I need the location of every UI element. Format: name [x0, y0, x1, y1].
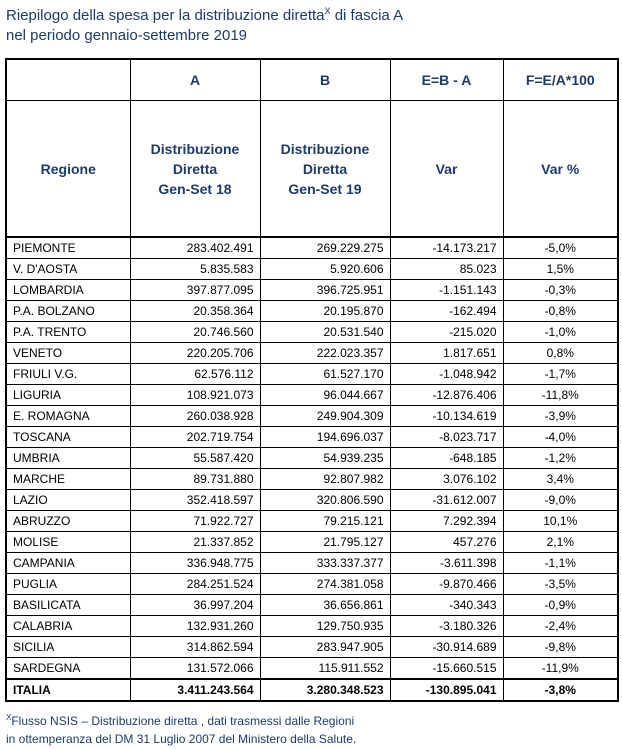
cell-regione: UMBRIA	[6, 448, 130, 469]
footnote-line-1: $^X$Flusso NSIS – Distribuzione diretta , dati trasmessi dalle Regioni	[6, 713, 355, 728]
table-row	[6, 343, 618, 364]
table-row	[6, 511, 618, 532]
cell-regione: FRIULI V.G.	[6, 364, 130, 385]
cell-regione: SARDEGNA	[6, 658, 130, 680]
cell-pct: -3,9%	[503, 406, 618, 427]
cell-pct: 10,1%	[503, 511, 618, 532]
cell-a: 284.251.524	[130, 574, 260, 595]
cell-regione: CALABRIA	[6, 616, 130, 637]
title-line-1: Riepilogo della spesa per la distribuzione diretta$^X$ di fascia A	[6, 6, 404, 24]
cell-a: 108.921.073	[130, 385, 260, 406]
cell-regione: P.A. BOLZANO	[6, 301, 130, 322]
cell-b: 249.904.309	[260, 406, 390, 427]
header-regione: Regione	[6, 101, 130, 238]
letter-b: B	[260, 59, 390, 101]
table-row	[6, 658, 618, 680]
cell-a: 20.358.364	[130, 301, 260, 322]
letter-regione	[6, 59, 130, 101]
cell-var: 85.023	[390, 259, 503, 280]
cell-b: 79.215.121	[260, 511, 390, 532]
cell-b: 283.947.905	[260, 637, 390, 658]
table-row	[6, 616, 618, 637]
cell-a: 89.731.880	[130, 469, 260, 490]
table-row	[6, 385, 618, 406]
cell-b: 194.696.037	[260, 427, 390, 448]
header-varpct: Var %	[503, 101, 618, 238]
page-title	[6, 6, 616, 46]
cell-pct: 2,1%	[503, 532, 618, 553]
cell-pct: 3,4%	[503, 469, 618, 490]
cell-var: 457.276	[390, 532, 503, 553]
total-row	[6, 679, 618, 701]
cell-b: 20.195.870	[260, 301, 390, 322]
cell-pct: 0,8%	[503, 343, 618, 364]
cell-a: 220.205.706	[130, 343, 260, 364]
cell-var: -3.611.398	[390, 553, 503, 574]
cell-b: 274.381.058	[260, 574, 390, 595]
cell-b: 36.656.861	[260, 595, 390, 616]
cell-var: -3.180.326	[390, 616, 503, 637]
cell-var: -215.020	[390, 322, 503, 343]
cell-a: 283.402.491	[130, 237, 260, 259]
cell-a: 21.337.852	[130, 532, 260, 553]
cell-pct: -1,1%	[503, 553, 618, 574]
table-row	[6, 637, 618, 658]
total-regione: ITALIA	[6, 679, 130, 701]
total-a: 3.411.243.564	[130, 679, 260, 701]
cell-a: 336.948.775	[130, 553, 260, 574]
cell-regione: MOLISE	[6, 532, 130, 553]
total-b: 3.280.348.523	[260, 679, 390, 701]
table-row	[6, 448, 618, 469]
cell-pct: -0,8%	[503, 301, 618, 322]
cell-a: 55.587.420	[130, 448, 260, 469]
cell-b: 20.531.540	[260, 322, 390, 343]
cell-a: 5.835.583	[130, 259, 260, 280]
cell-pct: -11,9%	[503, 658, 618, 680]
cell-regione: E. ROMAGNA	[6, 406, 130, 427]
cell-pct: -5,0%	[503, 237, 618, 259]
cell-a: 397.877.095	[130, 280, 260, 301]
table-row	[6, 532, 618, 553]
footnote	[6, 712, 616, 748]
letter-var: E=B - A	[390, 59, 503, 101]
cell-var: -10.134.619	[390, 406, 503, 427]
cell-pct: -1,2%	[503, 448, 618, 469]
cell-regione: TOSCANA	[6, 427, 130, 448]
cell-var: -1.151.143	[390, 280, 503, 301]
column-header-row	[6, 101, 618, 238]
cell-var: -162.494	[390, 301, 503, 322]
table-row	[6, 490, 618, 511]
cell-pct: -4,0%	[503, 427, 618, 448]
cell-regione: LIGURIA	[6, 385, 130, 406]
cell-a: 314.862.594	[130, 637, 260, 658]
cell-a: 62.576.112	[130, 364, 260, 385]
cell-regione: PUGLIA	[6, 574, 130, 595]
cell-pct: -9,8%	[503, 637, 618, 658]
cell-pct: -1,7%	[503, 364, 618, 385]
cell-b: 92.807.982	[260, 469, 390, 490]
cell-var: 3.076.102	[390, 469, 503, 490]
cell-var: -15.660.515	[390, 658, 503, 680]
cell-b: 333.337.377	[260, 553, 390, 574]
cell-regione: BASILICATA	[6, 595, 130, 616]
table-row	[6, 280, 618, 301]
cell-regione: P.A. TRENTO	[6, 322, 130, 343]
cell-a: 260.038.928	[130, 406, 260, 427]
cell-a: 132.931.260	[130, 616, 260, 637]
table-row	[6, 406, 618, 427]
title-line-2: nel periodo gennaio-settembre 2019	[6, 27, 248, 44]
cell-pct: -11,8%	[503, 385, 618, 406]
cell-var: 1.817.651	[390, 343, 503, 364]
cell-pct: 1,5%	[503, 259, 618, 280]
cell-b: 129.750.935	[260, 616, 390, 637]
cell-regione: VENETO	[6, 343, 130, 364]
cell-pct: -1,0%	[503, 322, 618, 343]
cell-pct: -0,3%	[503, 280, 618, 301]
table-row	[6, 259, 618, 280]
spending-table	[5, 58, 619, 702]
table-row	[6, 574, 618, 595]
cell-var: -8.023.717	[390, 427, 503, 448]
cell-a: 71.922.727	[130, 511, 260, 532]
letter-a: A	[130, 59, 260, 101]
cell-a: 131.572.066	[130, 658, 260, 680]
cell-regione: V. D'AOSTA	[6, 259, 130, 280]
header-var: Var	[390, 101, 503, 238]
header-b: Distribuzione Diretta Gen-Set 19	[260, 101, 390, 238]
cell-var: -30.914.689	[390, 637, 503, 658]
cell-var: -648.185	[390, 448, 503, 469]
table-row	[6, 595, 618, 616]
cell-var: 7.292.394	[390, 511, 503, 532]
footnote-line-2: in ottemperanza del DM 31 Luglio 2007 del Ministero della Salute.	[6, 732, 357, 746]
cell-regione: PIEMONTE	[6, 237, 130, 259]
cell-pct: -9,0%	[503, 490, 618, 511]
table-row	[6, 322, 618, 343]
cell-b: 222.023.357	[260, 343, 390, 364]
cell-regione: LAZIO	[6, 490, 130, 511]
table-row	[6, 301, 618, 322]
cell-var: -14.173.217	[390, 237, 503, 259]
cell-b: 21.795.127	[260, 532, 390, 553]
cell-a: 36.997.204	[130, 595, 260, 616]
cell-var: -1.048.942	[390, 364, 503, 385]
cell-a: 352.418.597	[130, 490, 260, 511]
cell-pct: -2,4%	[503, 616, 618, 637]
cell-var: -9.870.466	[390, 574, 503, 595]
cell-pct: -0,9%	[503, 595, 618, 616]
footnote-superscript: X	[6, 713, 12, 722]
cell-a: 20.746.560	[130, 322, 260, 343]
cell-b: 96.044.667	[260, 385, 390, 406]
cell-b: 5.920.606	[260, 259, 390, 280]
cell-pct: -3,5%	[503, 574, 618, 595]
table-row	[6, 427, 618, 448]
cell-var: -340.343	[390, 595, 503, 616]
table-row	[6, 237, 618, 259]
cell-regione: SICILIA	[6, 637, 130, 658]
cell-b: 320.806.590	[260, 490, 390, 511]
title-superscript: X	[324, 6, 331, 16]
letter-varpct: F=E/A*100	[503, 59, 618, 101]
cell-b: 54.939.235	[260, 448, 390, 469]
cell-var: -31.612.007	[390, 490, 503, 511]
total-pct: -3,8%	[503, 679, 618, 701]
cell-a: 202.719.754	[130, 427, 260, 448]
total-var: -130.895.041	[390, 679, 503, 701]
cell-b: 269.229.275	[260, 237, 390, 259]
cell-regione: MARCHE	[6, 469, 130, 490]
column-letter-row	[6, 59, 618, 101]
cell-regione: CAMPANIA	[6, 553, 130, 574]
table-row	[6, 553, 618, 574]
header-a: Distribuzione Diretta Gen-Set 18	[130, 101, 260, 238]
cell-b: 61.527.170	[260, 364, 390, 385]
cell-b: 396.725.951	[260, 280, 390, 301]
cell-var: -12.876.406	[390, 385, 503, 406]
cell-b: 115.911.552	[260, 658, 390, 680]
table-row	[6, 469, 618, 490]
cell-regione: ABRUZZO	[6, 511, 130, 532]
table-row	[6, 364, 618, 385]
cell-regione: LOMBARDIA	[6, 280, 130, 301]
